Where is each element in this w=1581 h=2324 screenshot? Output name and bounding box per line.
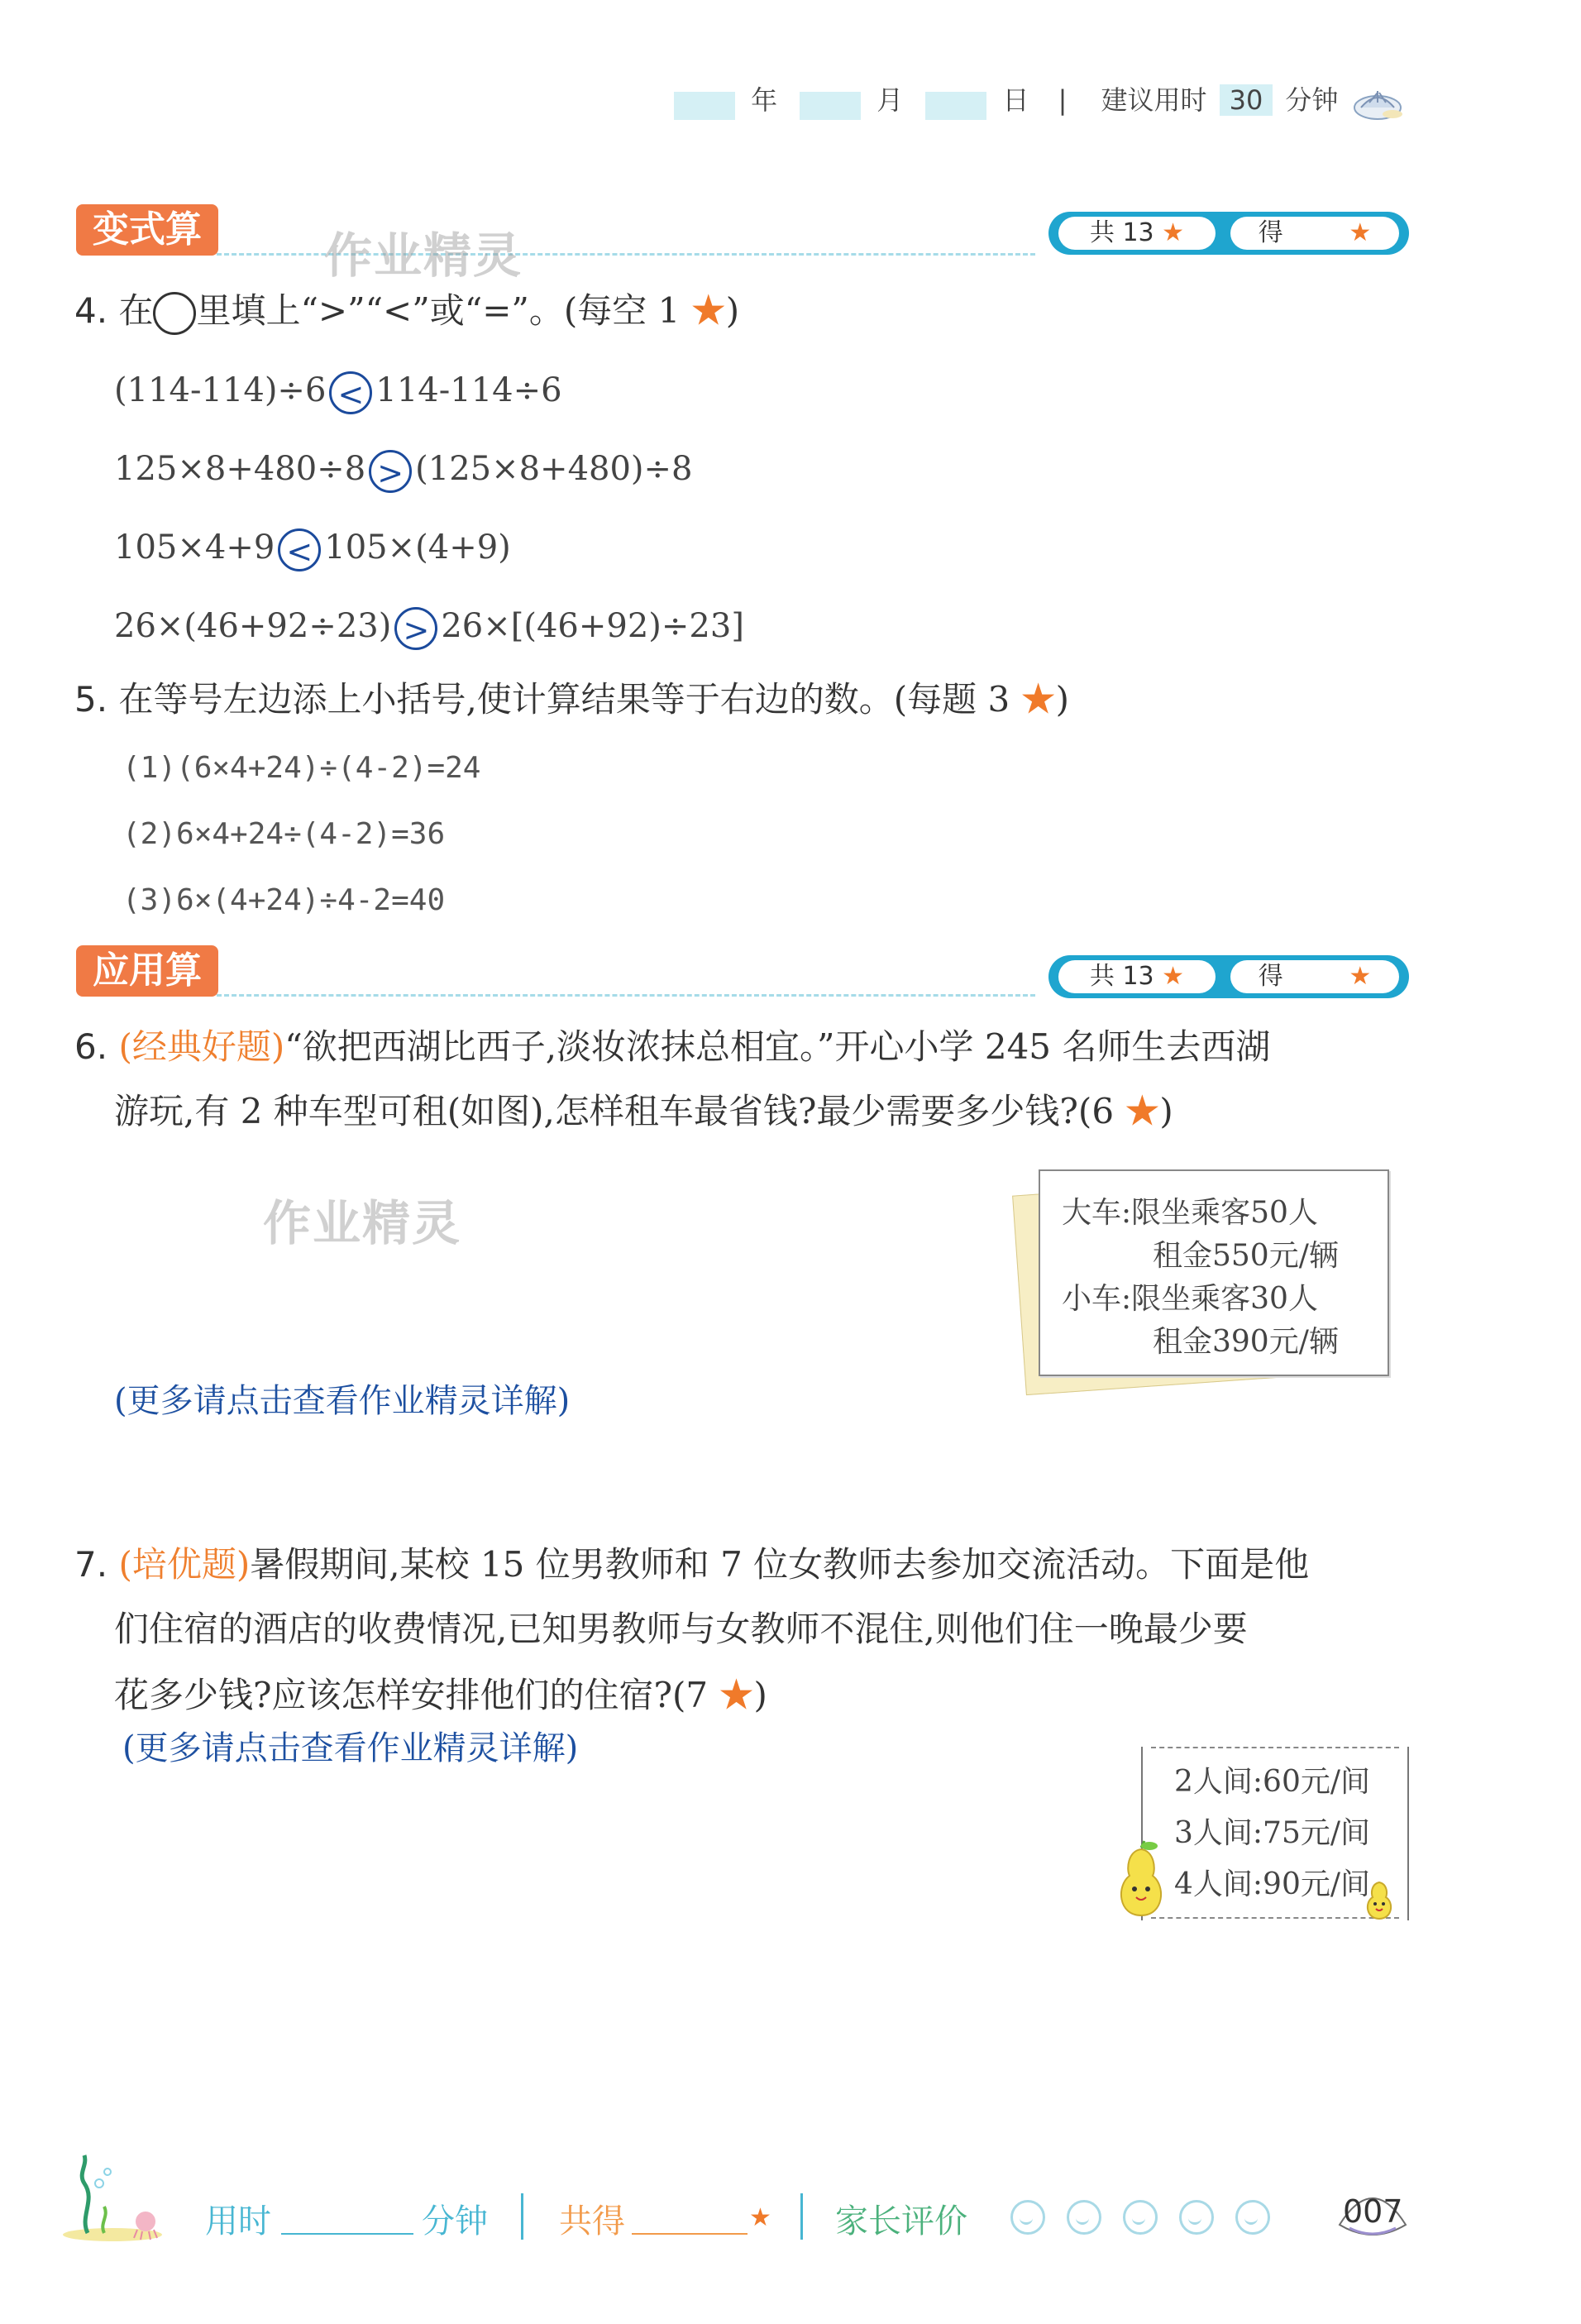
small-pear-icon	[1361, 1877, 1397, 1924]
question-text: 在等号左边添上小括号,使计算结果等于右边的数。(每题 3	[118, 679, 1010, 720]
score-total-text: 共 13	[1089, 962, 1154, 991]
suggested-time-label: 建议用时	[1101, 84, 1207, 116]
page-header	[674, 79, 1435, 121]
comparison-row	[114, 523, 511, 572]
card-line: 2人间:60元/间	[1174, 1765, 1370, 1799]
header-separator: |	[1058, 84, 1068, 116]
score-box	[1048, 955, 1409, 998]
circle-icon	[153, 292, 196, 335]
card-line: 租金390元/辆	[1153, 1325, 1339, 1359]
section-label-application: 应用算	[76, 945, 218, 997]
question-tag: (经典好题)	[118, 1026, 285, 1067]
seaweed-decoration-icon	[63, 2150, 179, 2245]
card-line: 租金550元/辆	[1153, 1239, 1339, 1273]
card-divider	[1151, 1747, 1399, 1748]
expression-left: 105×4+9	[114, 528, 275, 567]
card-line: 小车:限坐乘客30人	[1062, 1282, 1318, 1316]
question-text: 在	[118, 290, 154, 331]
expression-left: (114-114)÷6	[114, 371, 327, 409]
detail-link[interactable]: (更多请点击查看作业精灵详解)	[114, 1382, 571, 1420]
footer-time-label: 用时	[205, 2202, 271, 2240]
question-5-prompt	[74, 675, 1069, 724]
card-line: 大车:限坐乘客50人	[1062, 1196, 1318, 1230]
question-4-prompt	[74, 286, 739, 336]
shell-icon	[1351, 86, 1404, 126]
watermark: 作业精灵	[324, 227, 523, 284]
section-divider	[217, 994, 1035, 997]
question-text: “欲把西湖比西子,淡妆浓抹总相宜。”开心小学 245 名师生去西湖	[284, 1026, 1271, 1067]
answer-row: (1)(6×4+24)÷(4-2)=24	[122, 751, 481, 785]
smiley-icon[interactable]	[1067, 2200, 1101, 2235]
question-text: 们住宿的酒店的收费情况,已知男教师与女教师不混住,则他们住一晚最少要	[114, 1609, 1248, 1649]
expression-right: (125×8+480)÷8	[415, 450, 693, 488]
star-icon: ★	[690, 290, 726, 331]
expression-right: 26×[(46+92)÷23]	[441, 607, 744, 645]
month-blank[interactable]	[800, 92, 861, 120]
star-icon: ★	[1020, 679, 1056, 720]
answer-circle[interactable]: <	[329, 371, 372, 414]
question-text-end: )	[1159, 1091, 1173, 1131]
question-6-line2	[114, 1087, 1173, 1136]
expression-left: 26×(46+92÷23)	[114, 607, 392, 645]
question-7-line3	[114, 1671, 767, 1720]
answer-circle[interactable]: >	[394, 607, 437, 650]
footer-earned-label: 共得	[559, 2202, 625, 2240]
suggested-minutes: 30	[1220, 84, 1273, 116]
expression-left: 125×8+480÷8	[114, 450, 366, 488]
question-7-line2	[114, 1604, 1248, 1654]
comparison-row	[114, 366, 562, 415]
question-number: 7.	[74, 1544, 108, 1585]
score-total-text: 共 13	[1089, 218, 1154, 247]
footer-divider	[521, 2193, 523, 2240]
star-icon: ★	[1349, 962, 1372, 991]
score-earned-label: 得	[1258, 962, 1283, 991]
question-text-end: )	[753, 1675, 767, 1715]
section-label-variant: 变式算	[76, 204, 218, 256]
smiley-icon[interactable]	[1123, 2200, 1158, 2235]
card-line: 4人间:90元/间	[1174, 1867, 1370, 1901]
year-blank[interactable]	[674, 92, 735, 120]
card-line: 3人间:75元/间	[1174, 1816, 1370, 1850]
question-text: 暑假期间,某校 15 位男教师和 7 位女教师去参加交流活动。下面是他	[250, 1544, 1310, 1585]
question-6-line1	[74, 1022, 1270, 1072]
earned-input-line[interactable]	[632, 2233, 748, 2235]
star-icon: ★	[1349, 218, 1372, 247]
star-icon: ★	[1125, 1091, 1160, 1131]
expression-right: 105×(4+9)	[324, 528, 511, 567]
comparison-row	[114, 444, 693, 494]
minutes-unit: 分钟	[1285, 84, 1339, 116]
question-text: 里填上“>”“<”或“=”。(每空 1	[196, 290, 681, 331]
watermark: 作业精灵	[263, 1195, 462, 1251]
month-label: 月	[876, 84, 904, 116]
score-earned-label: 得	[1258, 218, 1283, 247]
question-number: 5.	[74, 679, 108, 720]
pear-mascot-icon	[1108, 1839, 1174, 1922]
score-earned[interactable]	[1230, 960, 1399, 993]
score-total	[1058, 217, 1216, 250]
question-number: 6.	[74, 1026, 108, 1067]
smiley-icon[interactable]	[1179, 2200, 1214, 2235]
day-blank[interactable]	[925, 92, 986, 120]
answer-row: (3)6×(4+24)÷4-2=40	[122, 883, 446, 917]
time-input-line[interactable]	[281, 2233, 413, 2235]
answer-circle[interactable]: <	[278, 528, 321, 571]
answer-row: (2)6×4+24÷(4-2)=36	[122, 817, 446, 851]
question-7-line1	[74, 1540, 1309, 1590]
day-label: 日	[1002, 84, 1029, 116]
score-total	[1058, 960, 1216, 993]
answer-circle[interactable]: >	[369, 450, 412, 493]
question-text: 花多少钱?应该怎样安排他们的住宿?(7	[114, 1675, 709, 1715]
question-text-end: )	[1055, 679, 1070, 720]
question-tag: (培优题)	[118, 1544, 251, 1585]
smiley-icon[interactable]	[1010, 2200, 1045, 2235]
parent-evaluation-label: 家长评价	[835, 2202, 967, 2240]
question-text-end: )	[725, 290, 740, 331]
star-icon: ★	[1162, 962, 1185, 991]
footer-time-unit: 分钟	[422, 2202, 488, 2240]
car-rental-card	[1039, 1169, 1389, 1376]
footer-divider	[800, 2193, 803, 2240]
year-label: 年	[751, 84, 778, 116]
star-icon: ★	[719, 1675, 754, 1715]
detail-link[interactable]: (更多请点击查看作业精灵详解)	[122, 1729, 579, 1767]
smiley-icon[interactable]	[1235, 2200, 1270, 2235]
expression-right: 114-114÷6	[375, 371, 562, 409]
parent-rating	[1010, 2200, 1292, 2235]
star-icon: ★	[1162, 218, 1185, 247]
star-icon: ★	[749, 2203, 771, 2232]
question-text: 游玩,有 2 种车型可租(如图),怎样租车最省钱?最少需要多少钱?(6	[114, 1091, 1115, 1131]
comparison-row	[114, 601, 744, 651]
score-earned[interactable]	[1230, 217, 1399, 250]
question-number: 4.	[74, 290, 108, 331]
score-box	[1048, 212, 1409, 255]
page-number: 007	[1343, 2193, 1403, 2230]
